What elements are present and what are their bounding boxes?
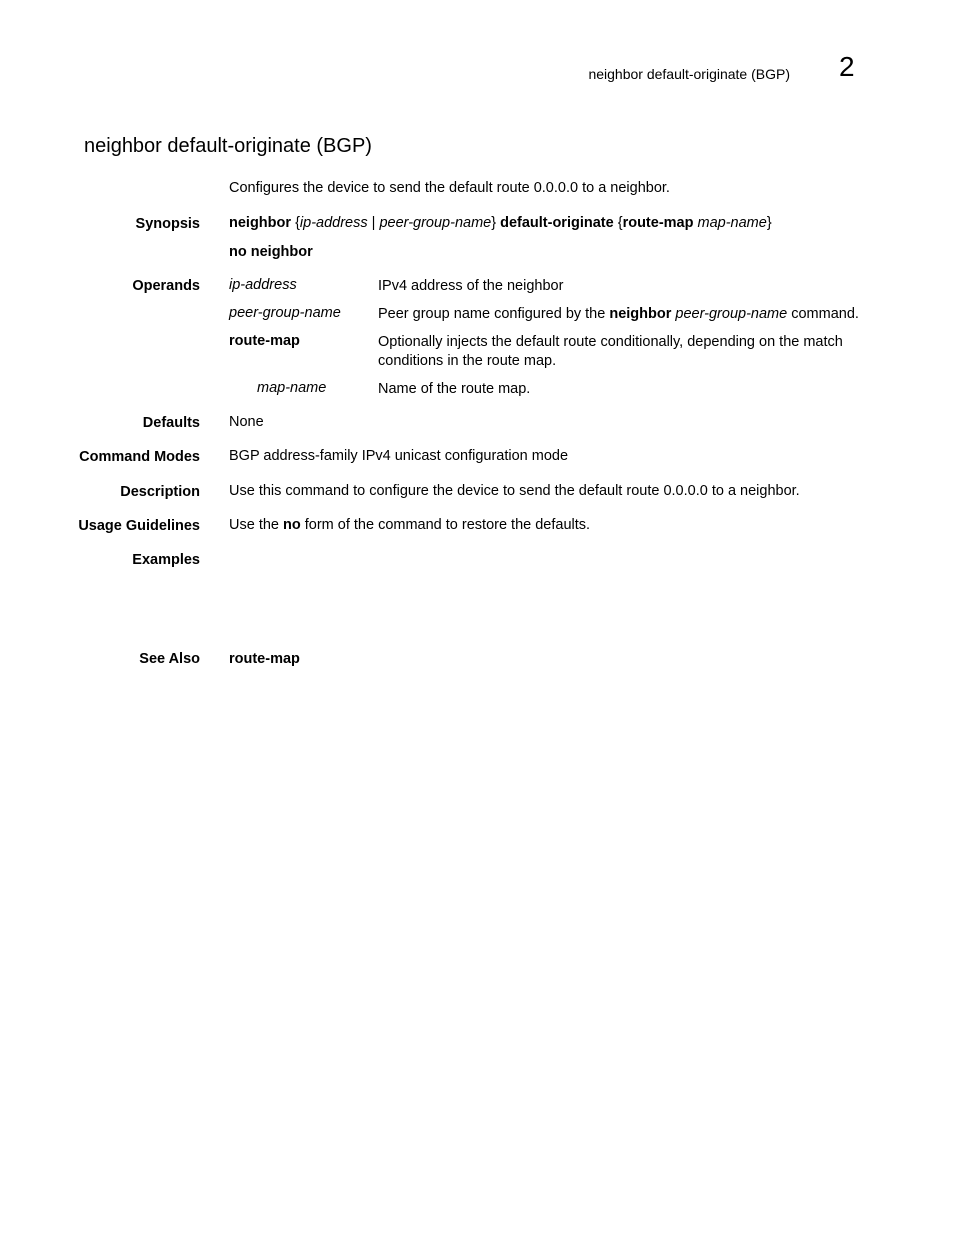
operand-description: IPv4 address of the neighbor: [378, 278, 564, 294]
arg-map-name: map-name: [697, 215, 767, 231]
synopsis-no-form: no neighbor: [229, 244, 313, 260]
kw-default-originate: default-originate: [500, 215, 614, 231]
usage-guidelines-value: [229, 517, 590, 533]
operand-desc-arg: peer-group-name: [675, 306, 788, 322]
brace-close: }: [491, 215, 497, 231]
operand-desc-keyword: neighbor: [609, 306, 672, 322]
see-also-link[interactable]: route-map: [229, 651, 300, 667]
synopsis-command: [229, 215, 772, 231]
brace-close-2: }: [766, 215, 772, 231]
command-modes-label: Command Modes: [79, 449, 200, 465]
chapter-number: 2: [839, 51, 855, 82]
synopsis-label: Synopsis: [135, 216, 200, 232]
usage-suffix: form of the command to restore the defaults.: [300, 517, 591, 533]
usage-prefix: Use the: [229, 517, 283, 533]
operand-term: peer-group-name: [229, 305, 341, 321]
operand-description: Name of the route map.: [378, 381, 531, 397]
separator: |: [367, 215, 380, 231]
running-header-title: neighbor default-originate (BGP): [588, 66, 790, 82]
examples-label: Examples: [132, 552, 200, 568]
defaults-value: None: [229, 414, 264, 430]
arg-peer-group-name: peer-group-name: [379, 215, 492, 231]
defaults-label: Defaults: [142, 415, 200, 431]
description-value: Use this command to configure the device to send the default route 0.0.0.0 to a neighbor.: [229, 483, 800, 499]
see-also-label: See Also: [139, 651, 200, 667]
kw-neighbor: neighbor: [229, 215, 292, 231]
operand-description: [378, 305, 898, 324]
intro-text: Configures the device to send the default route 0.0.0.0 to a neighbor.: [229, 180, 670, 196]
brace-open: {: [295, 215, 300, 231]
kw-route-map: route-map: [622, 215, 694, 231]
usage-guidelines-label: Usage Guidelines: [78, 518, 200, 534]
operand-term: route-map: [229, 333, 300, 349]
usage-keyword: no: [283, 517, 301, 533]
operand-desc-prefix: Peer group name configured by the: [378, 306, 610, 322]
operands-label: Operands: [132, 278, 200, 294]
operand-term: ip-address: [229, 277, 297, 293]
command-modes-value: BGP address-family IPv4 unicast configuration mode: [229, 448, 569, 464]
brace-open-2: {: [617, 215, 623, 231]
arg-ip-address: ip-address: [299, 215, 368, 231]
operand-desc-suffix: command.: [787, 306, 859, 322]
description-label: Description: [120, 484, 200, 500]
page-title: neighbor default-originate (BGP): [84, 135, 372, 157]
operand-description: Optionally injects the default route conditionally, depending on the match conditions in the route map.: [378, 334, 843, 369]
operand-term: map-name: [257, 380, 327, 396]
